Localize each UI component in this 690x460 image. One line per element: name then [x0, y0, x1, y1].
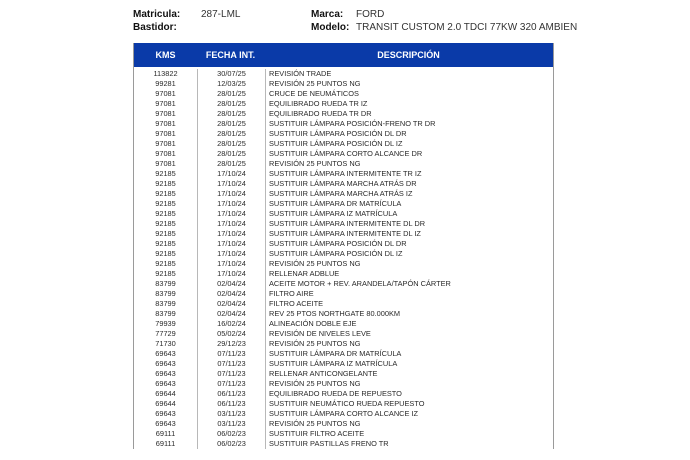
kms-cell: 69643: [134, 369, 198, 379]
modelo-value: TRANSIT CUSTOM 2.0 TDCI 77KW 320 AMBIEN: [356, 22, 578, 33]
kms-cell: 69644: [134, 389, 198, 399]
matricula-label: Matricula:: [133, 9, 181, 20]
kms-cell: 97081: [134, 159, 198, 169]
fecha-cell: 17/10/24: [198, 239, 266, 249]
fecha-cell: 07/11/23: [198, 359, 266, 369]
kms-cell: 92185: [134, 229, 198, 239]
vehicle-info-right: [311, 8, 577, 34]
descripcion-cell: SUSTITUIR LÁMPARA POSICIÓN-FRENO TR DR: [269, 119, 436, 128]
fecha-cell: 02/04/24: [198, 289, 266, 299]
fecha-cell: 28/01/25: [198, 129, 266, 139]
fecha-cell: 12/03/25: [198, 79, 266, 89]
kms-cell: 97081: [134, 89, 198, 99]
kms-cell: 69111: [134, 429, 198, 439]
kms-cell: 92185: [134, 169, 198, 179]
fecha-cell: 07/11/23: [198, 349, 266, 359]
fecha-cell: 29/12/23: [198, 339, 266, 349]
descripcion-cell: REVISIÓN TRADE: [269, 69, 332, 78]
descripcion-cell: ACEITE MOTOR + REV. ARANDELA/TAPÓN CÁRTER: [269, 279, 451, 288]
kms-cell: 97081: [134, 139, 198, 149]
kms-cell: 83799: [134, 299, 198, 309]
fecha-cell: 16/02/24: [198, 319, 266, 329]
fecha-cell: 28/01/25: [198, 159, 266, 169]
modelo-label: Modelo:: [311, 22, 350, 33]
descripcion-cell: SUSTITUIR LÁMPARA DR MATRÍCULA: [269, 199, 402, 208]
fecha-cell: 28/01/25: [198, 149, 266, 159]
descripcion-cell: SUSTITUIR LÁMPARA DR MATRÍCULA: [269, 349, 402, 358]
table-header: [134, 43, 553, 67]
table-row: [134, 169, 553, 179]
kms-cell: 97081: [134, 99, 198, 109]
descripcion-cell: EQUILIBRADO RUEDA DE REPUESTO: [269, 389, 402, 398]
column-header-kms: KMS: [155, 50, 176, 60]
matricula-row: [133, 8, 240, 21]
descripcion-cell: REVISIÓN 25 PUNTOS NG: [269, 339, 361, 348]
kms-cell: 92185: [134, 199, 198, 209]
kms-cell: 77729: [134, 329, 198, 339]
table-row: [134, 79, 553, 89]
table-row: [134, 259, 553, 269]
table-row: [134, 149, 553, 159]
fecha-cell: 28/01/25: [198, 89, 266, 99]
bastidor-label: Bastidor:: [133, 22, 177, 33]
descripcion-cell: REVISIÓN DE NIVELES LEVE: [269, 329, 371, 338]
descripcion-cell: EQUILIBRADO RUEDA TR DR: [269, 109, 372, 118]
table-row: [134, 99, 553, 109]
marca-row: [311, 8, 577, 21]
kms-cell: 99281: [134, 79, 198, 89]
kms-cell: 92185: [134, 269, 198, 279]
column-header-fecha: FECHA INT.: [205, 50, 256, 60]
fecha-cell: 02/04/24: [198, 309, 266, 319]
kms-cell: 69643: [134, 379, 198, 389]
fecha-cell: 28/01/25: [198, 99, 266, 109]
fecha-cell: 02/04/24: [198, 299, 266, 309]
fecha-cell: 17/10/24: [198, 259, 266, 269]
table-row: [134, 159, 553, 169]
kms-cell: 92185: [134, 189, 198, 199]
kms-cell: 83799: [134, 289, 198, 299]
table-row: [134, 229, 553, 239]
bastidor-row: [133, 21, 240, 34]
descripcion-cell: RELLENAR ADBLUE: [269, 269, 340, 278]
fecha-cell: 17/10/24: [198, 199, 266, 209]
table-row: [134, 289, 553, 299]
descripcion-cell: REVISIÓN 25 PUNTOS NG: [269, 79, 361, 88]
kms-cell: 92185: [134, 209, 198, 219]
fecha-cell: 17/10/24: [198, 229, 266, 239]
descripcion-cell: RELLENAR ANTICONGELANTE: [269, 369, 378, 378]
fecha-cell: 28/01/25: [198, 139, 266, 149]
descripcion-cell: SUSTITUIR LÁMPARA INTERMITENTE DL DR: [269, 219, 426, 228]
descripcion-cell: CRUCE DE NEUMÁTICOS: [269, 89, 359, 98]
table-row: [134, 219, 553, 229]
table-row: [134, 359, 553, 369]
kms-cell: 113822: [134, 69, 198, 79]
fecha-cell: 30/07/25: [198, 69, 266, 79]
table-row: [134, 389, 553, 399]
fecha-cell: 06/11/23: [198, 389, 266, 399]
kms-cell: 69643: [134, 349, 198, 359]
descripcion-cell: FILTRO AIRE: [269, 289, 314, 298]
descripcion-cell: SUSTITUIR LÁMPARA IZ MATRÍCULA: [269, 209, 398, 218]
descripcion-cell: FILTRO ACEITE: [269, 299, 324, 308]
table-row: [134, 369, 553, 379]
fecha-cell: 17/10/24: [198, 209, 266, 219]
table-row: [134, 269, 553, 279]
kms-cell: 69643: [134, 409, 198, 419]
descripcion-cell: REVISIÓN 25 PUNTOS NG: [269, 419, 361, 428]
matricula-value: 287-LML: [201, 9, 241, 20]
fecha-cell: 07/11/23: [198, 369, 266, 379]
service-history-table: [133, 43, 554, 449]
descripcion-cell: SUSTITUIR LÁMPARA POSICIÓN DL DR: [269, 129, 407, 138]
descripcion-cell: REVISIÓN 25 PUNTOS NG: [269, 259, 361, 268]
descripcion-cell: SUSTITUIR LÁMPARA IZ MATRÍCULA: [269, 359, 398, 368]
fecha-cell: 17/10/24: [198, 179, 266, 189]
table-row: [134, 399, 553, 409]
descripcion-cell: SUSTITUIR LÁMPARA POSICIÓN DL IZ: [269, 249, 403, 258]
marca-value: FORD: [356, 9, 385, 20]
table-row: [134, 379, 553, 389]
column-header-descripcion: DESCRIPCIÓN: [377, 50, 440, 60]
descripcion-cell: SUSTITUIR LÁMPARA CORTO ALCANCE IZ: [269, 409, 419, 418]
fecha-cell: 17/10/24: [198, 269, 266, 279]
kms-cell: 71730: [134, 339, 198, 349]
fecha-cell: 17/10/24: [198, 249, 266, 259]
fecha-cell: 07/11/23: [198, 379, 266, 389]
fecha-cell: 05/02/24: [198, 329, 266, 339]
table-row: [134, 349, 553, 359]
kms-cell: 69644: [134, 399, 198, 409]
kms-cell: 83799: [134, 279, 198, 289]
kms-cell: 97081: [134, 149, 198, 159]
kms-cell: 92185: [134, 249, 198, 259]
descripcion-cell: ALINEACIÓN DOBLE EJE: [269, 319, 357, 328]
table-row: [134, 129, 553, 139]
table-row: [134, 429, 553, 439]
descripcion-cell: REV 25 PTOS NORTHGATE 80.000KM: [269, 309, 401, 318]
kms-cell: 92185: [134, 219, 198, 229]
fecha-cell: 06/02/23: [198, 429, 266, 439]
table-row: [134, 299, 553, 309]
fecha-cell: 17/10/24: [198, 169, 266, 179]
fecha-cell: 06/11/23: [198, 399, 266, 409]
descripcion-cell: SUSTITUIR LÁMPARA CORTO ALCANCE DR: [269, 149, 423, 158]
table-row: [134, 239, 553, 249]
table-row: [134, 199, 553, 209]
fecha-cell: 03/11/23: [198, 419, 266, 429]
descripcion-cell: SUSTITUIR NEUMÁTICO RUEDA REPUESTO: [269, 399, 425, 408]
table-row: [134, 179, 553, 189]
table-row: [134, 409, 553, 419]
descripcion-cell: SUSTITUIR LÁMPARA POSICIÓN DL DR: [269, 239, 407, 248]
table-row: [134, 419, 553, 429]
fecha-cell: 02/04/24: [198, 279, 266, 289]
fecha-cell: 03/11/23: [198, 409, 266, 419]
marca-label: Marca:: [311, 9, 344, 20]
table-row: [134, 319, 553, 329]
table-row: [134, 339, 553, 349]
table-row: [134, 329, 553, 339]
fecha-cell: 28/01/25: [198, 109, 266, 119]
table-row: [134, 89, 553, 99]
fecha-cell: 06/02/23: [198, 439, 266, 449]
table-body: [134, 67, 553, 449]
fecha-cell: 17/10/24: [198, 189, 266, 199]
fecha-cell: 17/10/24: [198, 219, 266, 229]
descripcion-cell: REVISIÓN 25 PUNTOS NG: [269, 159, 361, 168]
modelo-row: [311, 21, 577, 34]
kms-cell: 92185: [134, 239, 198, 249]
kms-cell: 92185: [134, 259, 198, 269]
table-row: [134, 209, 553, 219]
descripcion-cell: SUSTITUIR LÁMPARA MARCHA ATRÁS DR: [269, 179, 417, 188]
table-row: [134, 139, 553, 149]
table-row: [134, 119, 553, 129]
fecha-cell: 28/01/25: [198, 119, 266, 129]
table-row: [134, 69, 553, 79]
kms-cell: 69643: [134, 419, 198, 429]
kms-cell: 97081: [134, 129, 198, 139]
table-row: [134, 109, 553, 119]
kms-cell: 97081: [134, 119, 198, 129]
table-row: [134, 439, 553, 449]
descripcion-cell: REVISIÓN 25 PUNTOS NG: [269, 379, 361, 388]
descripcion-cell: SUSTITUIR FILTRO ACEITE: [269, 429, 365, 438]
kms-cell: 92185: [134, 179, 198, 189]
table-row: [134, 279, 553, 289]
kms-cell: 69111: [134, 439, 198, 449]
descripcion-cell: SUSTITUIR LÁMPARA INTERMITENTE TR IZ: [269, 169, 422, 178]
kms-cell: 69643: [134, 359, 198, 369]
table-row: [134, 309, 553, 319]
descripcion-cell: EQUILIBRADO RUEDA TR IZ: [269, 99, 368, 108]
kms-cell: 79939: [134, 319, 198, 329]
table-row: [134, 249, 553, 259]
table-row: [134, 189, 553, 199]
descripcion-cell: SUSTITUIR PASTILLAS FRENO TR: [269, 439, 389, 448]
descripcion-cell: SUSTITUIR LÁMPARA INTERMITENTE DL IZ: [269, 229, 421, 238]
kms-cell: 83799: [134, 309, 198, 319]
vehicle-info-left: [133, 8, 240, 34]
descripcion-cell: SUSTITUIR LÁMPARA POSICIÓN DL IZ: [269, 139, 403, 148]
kms-cell: 97081: [134, 109, 198, 119]
descripcion-cell: SUSTITUIR LÁMPARA MARCHA ATRÁS IZ: [269, 189, 413, 198]
